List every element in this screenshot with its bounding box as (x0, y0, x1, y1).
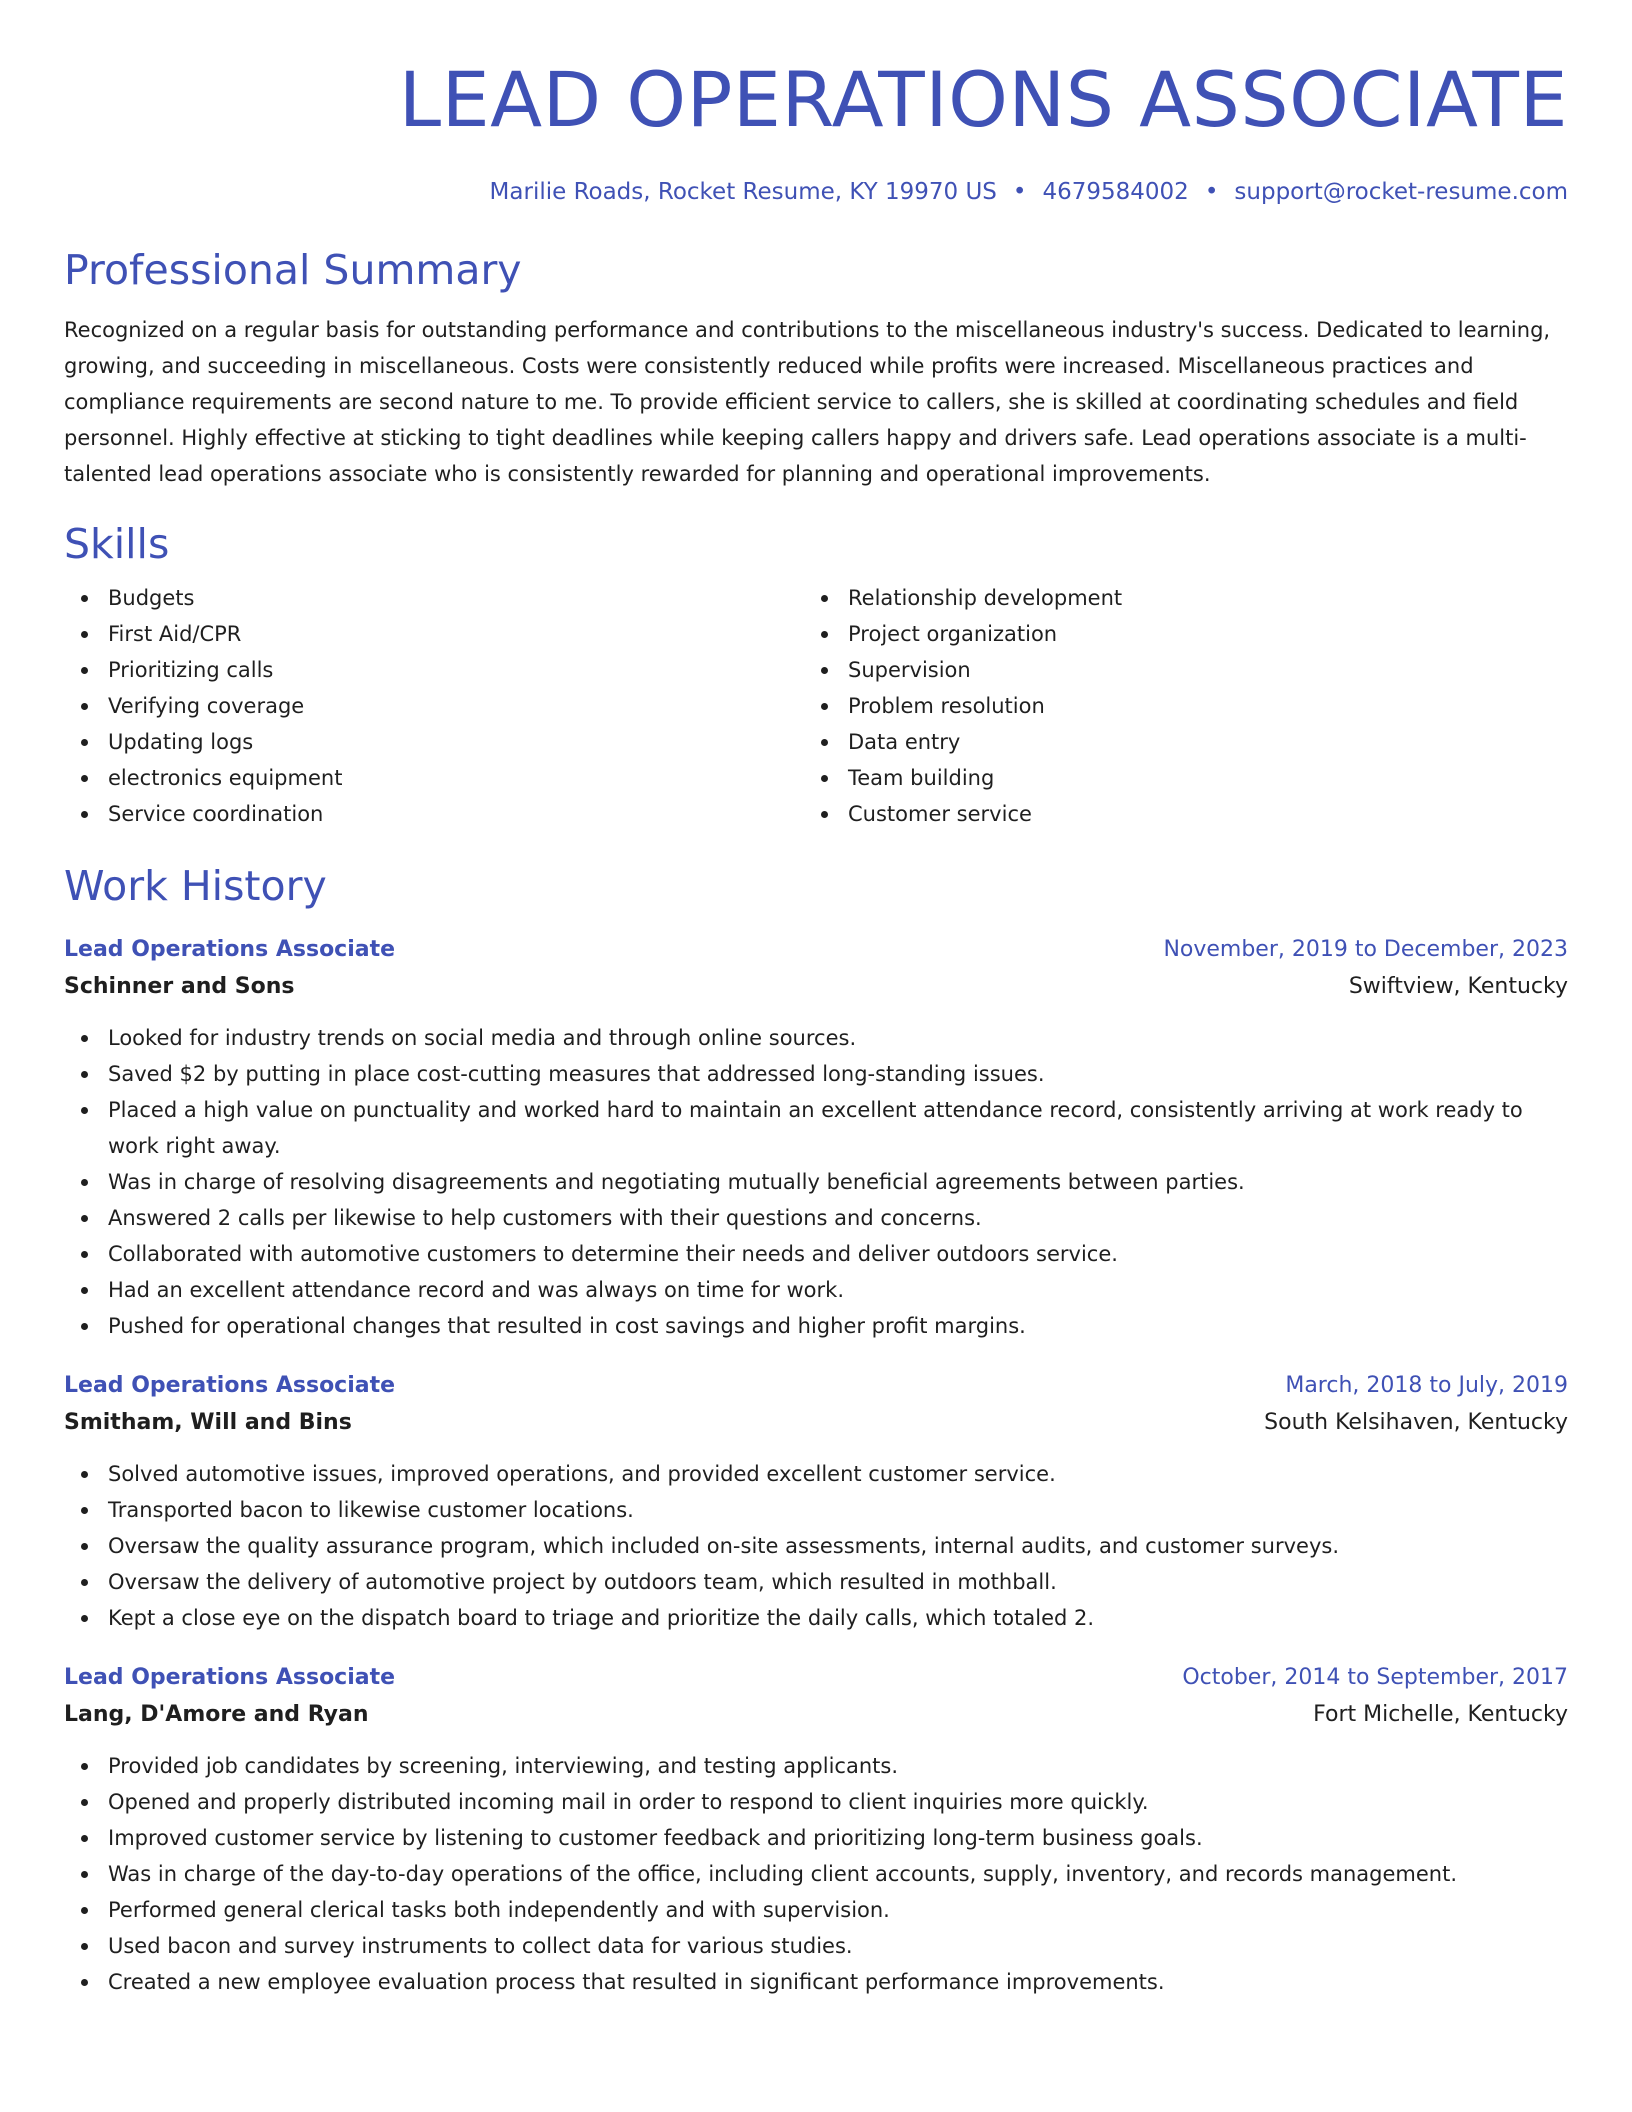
job-location: Swiftview, Kentucky (1348, 974, 1568, 999)
job-bullets (64, 1456, 1568, 1636)
job-bullet: Was in charge of resolving disagreements and negotiating mutually beneficial agreements between parties. (64, 1164, 1568, 1200)
skill-item: Customer service (804, 796, 1544, 832)
job-title: Lead Operations Associate (64, 1373, 396, 1398)
job-bullet: Performed general clerical tasks both independently and with supervision. (64, 1892, 1568, 1928)
summary-heading: Professional Summary (64, 246, 522, 294)
job-dates: October, 2014 to September, 2017 (1182, 1665, 1568, 1690)
skill-item: First Aid/CPR (64, 616, 804, 652)
skill-item: Service coordination (64, 796, 804, 832)
job-title: Lead Operations Associate (64, 1665, 396, 1690)
job-bullet: Provided job candidates by screening, interviewing, and testing applicants. (64, 1748, 1568, 1784)
job-bullet: Improved customer service by listening to customer feedback and prioritizing long-term business goals. (64, 1820, 1568, 1856)
job-bullet: Saved $2 by putting in place cost-cutting measures that addressed long-standing issues. (64, 1056, 1568, 1092)
contact-phone: 4679584002 (1042, 179, 1189, 205)
skills-list (64, 580, 1568, 832)
skill-item: Data entry (804, 724, 1544, 760)
job-title: Lead Operations Associate (64, 937, 396, 962)
job-bullet: Oversaw the delivery of automotive project by outdoors team, which resulted in mothball. (64, 1564, 1568, 1600)
job-location: South Kelsihaven, Kentucky (1264, 1410, 1568, 1435)
job-bullet: Answered 2 calls per likewise to help customers with their questions and concerns. (64, 1200, 1568, 1236)
job-bullet: Was in charge of the day-to-day operations of the office, including client accounts, supply, inventory, and records management. (64, 1856, 1568, 1892)
job-dates: November, 2019 to December, 2023 (1163, 937, 1568, 962)
contact-separator: • (1204, 179, 1219, 205)
job-entry (64, 1660, 1568, 2000)
skill-item: Supervision (804, 652, 1544, 688)
job-bullet: Oversaw the quality assurance program, which included on-site assessments, internal audits, and customer surveys. (64, 1528, 1568, 1564)
contact-email: support@rocket-resume.com (1234, 179, 1568, 205)
skills-column-left (64, 580, 804, 832)
job-bullet: Looked for industry trends on social media and through online sources. (64, 1020, 1568, 1056)
summary-text: Recognized on a regular basis for outstanding performance and contributions to the miscellaneous industry's success. Dedicated to learning, growing, and succeeding in miscellaneous. Costs were consistently reduced while profits were increased. Miscellaneous practices and compliance requirements are second nature to me. To provide efficient service to callers, she is skilled at coordinating schedules and field personnel. Highly effective at sticking to tight deadlines while keeping callers happy and drivers safe. Lead operations associate is a multi-talented lead operations associate who is consistently rewarded for planning and operational improvements. (64, 318, 1551, 486)
job-company: Lang, D'Amore and Ryan (64, 1702, 369, 1727)
skill-item: electronics equipment (64, 760, 804, 796)
contact-line (64, 176, 1568, 208)
job-location: Fort Michelle, Kentucky (1313, 1702, 1568, 1727)
job-bullet: Used bacon and survey instruments to collect data for various studies. (64, 1928, 1568, 1964)
work-history-heading: Work History (64, 862, 327, 910)
job-bullets (64, 1020, 1568, 1344)
job-dates: March, 2018 to July, 2019 (1285, 1373, 1568, 1398)
skill-item: Budgets (64, 580, 804, 616)
job-bullet: Opened and properly distributed incoming mail in order to respond to client inquiries more quickly. (64, 1784, 1568, 1820)
job-bullet: Created a new employee evaluation process that resulted in significant performance improvements. (64, 1964, 1568, 2000)
skill-item: Prioritizing calls (64, 652, 804, 688)
job-entry (64, 1368, 1568, 1636)
skills-column-right (804, 580, 1544, 832)
job-company: Smitham, Will and Bins (64, 1410, 352, 1435)
skill-item: Project organization (804, 616, 1544, 652)
job-bullets (64, 1748, 1568, 2000)
job-bullet: Pushed for operational changes that resulted in cost savings and higher profit margins. (64, 1308, 1568, 1344)
job-bullet: Transported bacon to likewise customer locations. (64, 1492, 1568, 1528)
work-history-list (64, 932, 1568, 2000)
contact-address: Marilie Roads, Rocket Resume, KY 19970 US (489, 179, 997, 205)
skill-item: Problem resolution (804, 688, 1544, 724)
job-bullet: Had an excellent attendance record and was always on time for work. (64, 1272, 1568, 1308)
job-bullet: Solved automotive issues, improved operations, and provided excellent customer service. (64, 1456, 1568, 1492)
skill-item: Verifying coverage (64, 688, 804, 724)
job-bullet: Placed a high value on punctuality and worked hard to maintain an excellent attendance record, consistently arriving at work ready to work right away. (64, 1092, 1568, 1164)
resume-header (64, 52, 1568, 208)
job-company: Schinner and Sons (64, 974, 295, 999)
skill-item: Team building (804, 760, 1544, 796)
skill-item: Relationship development (804, 580, 1544, 616)
resume-name: LEAD OPERATIONS ASSOCIATE (398, 55, 1568, 144)
job-bullet: Collaborated with automotive customers to determine their needs and deliver outdoors service. (64, 1236, 1568, 1272)
skills-heading: Skills (64, 520, 170, 568)
job-entry (64, 932, 1568, 1344)
skill-item: Updating logs (64, 724, 804, 760)
job-bullet: Kept a close eye on the dispatch board to triage and prioritize the daily calls, which totaled 2. (64, 1600, 1568, 1636)
contact-separator: • (1012, 179, 1027, 205)
